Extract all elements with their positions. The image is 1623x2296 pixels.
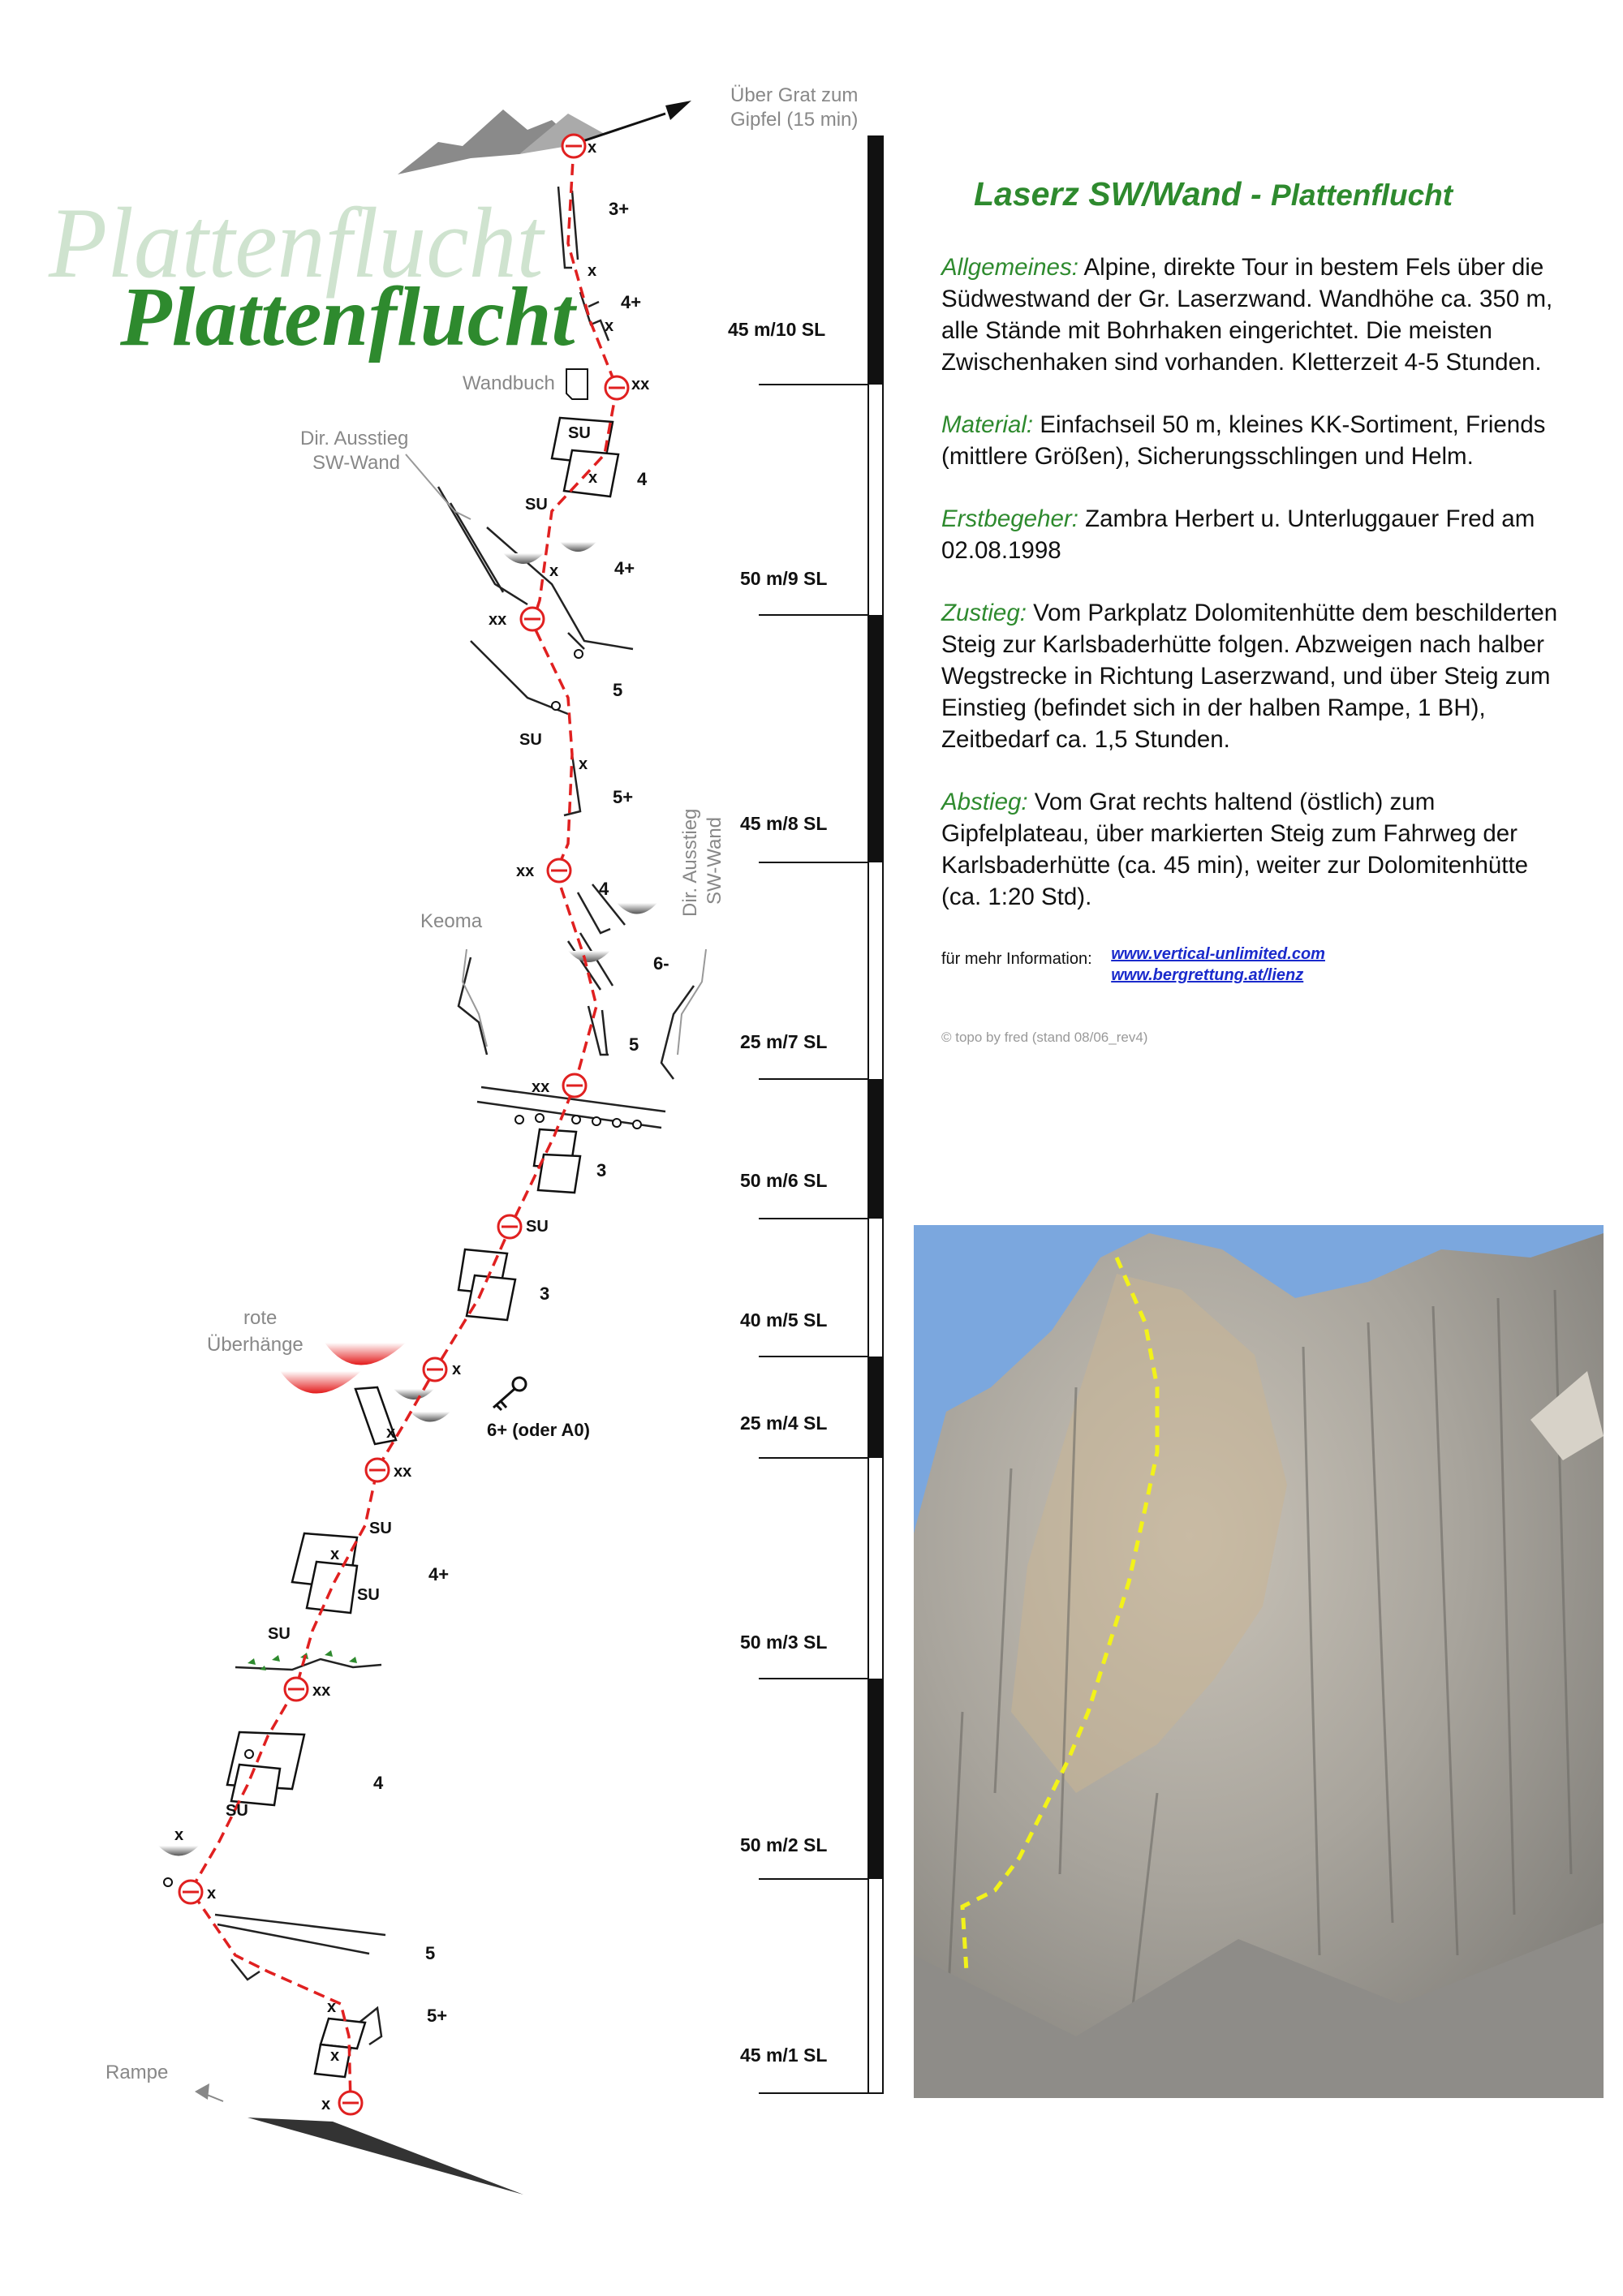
- grade-sl8a: 5: [613, 680, 623, 700]
- mark-11: xx: [516, 862, 535, 880]
- material-text: Einfachseil 50 m, kleines KK-Sortiment, Friends (mittlere Größen), Sicherungsschlingen und Helm.: [941, 411, 1546, 470]
- pitch-block-8: [868, 615, 883, 862]
- pitch-label-1: 45 m/1 SL: [740, 2044, 828, 2066]
- mark-22: SU: [226, 1802, 248, 1820]
- mark-26: x: [330, 2047, 340, 2065]
- info-title-main: Laserz SW/Wand -: [974, 175, 1272, 213]
- mark-15: x: [386, 1424, 396, 1442]
- pitch-label-8: 45 m/8 SL: [740, 813, 828, 834]
- mark-12: xx: [532, 1078, 550, 1096]
- top-note-line2: Gipfel (15 min): [730, 109, 859, 131]
- mark-4: SU: [568, 424, 591, 442]
- mark-21: xx: [312, 1682, 331, 1700]
- pitch-label-5: 40 m/5 SL: [740, 1309, 828, 1331]
- label-keoma: Keoma: [420, 910, 483, 932]
- abstieg-label: Abstieg:: [941, 789, 1028, 815]
- allgemeines-text: Alpine, direkte Tour in bestem Fels über die Südwestwand der Gr. Laserzwand. Wandhöhe ca. 350 m, alle Stände mit Bohrhaken eingerichtet. Die meisten Zwischenhaken sind vorhanden. Kletterzeit 4-5 Stunden.: [941, 254, 1553, 376]
- section-abstieg: [941, 786, 1558, 913]
- overhang-gray: [503, 553, 544, 564]
- erstbegeher-label: Erstbegeher:: [941, 505, 1078, 532]
- wall-photo-drawing: [914, 1225, 1604, 2098]
- pitch-block-6: [868, 1079, 883, 1219]
- grade-sl7a: 4: [599, 879, 609, 899]
- zustieg-text: Vom Parkplatz Dolomitenhütte dem beschilderten Steig zur Karlsbaderhütte folgen. Abzweigen nach halber Wegstrecke in Richtung Laserzwand, und über Steig zum Einstieg (befindet sich in der halben Rampe, 1 BH), Zeitbedarf ca. 1,5 Stunden.: [941, 600, 1558, 753]
- label-rampe: Rampe: [105, 2062, 169, 2083]
- mark-5: x: [588, 469, 598, 487]
- grade-sl1a: 5: [425, 1943, 436, 1963]
- copyright: © topo by fred (stand 08/06_rev4): [941, 1030, 1148, 1045]
- mark-19: SU: [357, 1586, 380, 1604]
- grade-sl3: 4+: [428, 1564, 450, 1584]
- link-bergrettung[interactable]: www.bergrettung.at/lienz: [1111, 966, 1304, 984]
- grade-sl10a: 3+: [609, 199, 630, 219]
- label-wandbuch: Wandbuch: [463, 372, 555, 394]
- mark-7: x: [549, 562, 559, 580]
- red-overhang-1: [325, 1343, 406, 1365]
- link-vertical-unlimited[interactable]: www.vertical-unlimited.com: [1111, 945, 1325, 963]
- route-title-shadow: Plattenflucht: [49, 187, 544, 299]
- section-zustieg: [941, 597, 1558, 755]
- grass-tufts: [248, 1650, 357, 1670]
- abstieg-text: Vom Grat rechts haltend (östlich) zum Gipfelplateau, über markierten Steig zum Fahrweg der Karlsbaderhütte (ca. 45 min), weiter zur Dolomitenhütte (ca. 1:20 Std).: [941, 789, 1529, 910]
- summit-arrow-head: [665, 101, 691, 120]
- section-erstbegeher: [941, 503, 1558, 566]
- grade-sl9a: 4: [637, 469, 648, 489]
- info-title: [974, 175, 1558, 213]
- label-rote-line1: rote: [243, 1307, 278, 1329]
- zustieg-label: Zustieg:: [941, 600, 1027, 626]
- erstbegeher-text: Zambra Herbert u. Unterluggauer Fred am 02.08.1998: [941, 505, 1535, 564]
- pitch-block-10: [868, 136, 883, 385]
- mark-18: x: [330, 1546, 340, 1563]
- pitch-label-10: 45 m/10 SL: [728, 319, 826, 340]
- mark-17: SU: [369, 1520, 392, 1537]
- slab-shapes: [227, 418, 618, 2077]
- top-note-line1: Über Grat zum: [730, 84, 859, 106]
- mark-9: SU: [519, 731, 542, 749]
- section-allgemeines: [941, 252, 1558, 378]
- info-title-sub: Plattenflucht: [1271, 178, 1453, 212]
- mark-0: x: [588, 139, 597, 157]
- mark-23: x: [174, 1826, 184, 1844]
- grade-sl9b: 4+: [614, 558, 635, 578]
- material-label: Material:: [941, 411, 1034, 438]
- mark-1: x: [588, 262, 597, 280]
- label-ausstieg1-line2: SW-Wand: [312, 452, 401, 474]
- label-a0-note: 6+ (oder A0): [487, 1420, 590, 1440]
- more-label: für mehr Information:: [941, 950, 1092, 968]
- grade-sl5: 3: [540, 1283, 550, 1304]
- mark-16: xx: [394, 1463, 412, 1481]
- mark-3: xx: [631, 376, 650, 393]
- mark-27: x: [321, 2096, 331, 2113]
- pitch-block-2: [868, 1679, 883, 1879]
- grade-sl7b: 6-: [653, 953, 669, 974]
- mark-10: x: [579, 755, 588, 773]
- label-ausstieg1-line1: Dir. Ausstieg: [300, 428, 409, 449]
- pitch-label-3: 50 m/3 SL: [740, 1632, 828, 1653]
- wall-photo: [914, 1225, 1604, 2098]
- more-info: [941, 944, 1558, 986]
- mark-14: x: [452, 1361, 462, 1378]
- grade-sl8b: 5+: [613, 787, 634, 807]
- allgemeines-label: Allgemeines:: [941, 254, 1078, 281]
- mark-20: SU: [268, 1625, 291, 1643]
- route-title: Plattenflucht: [120, 270, 575, 363]
- pitch-block-4: [868, 1357, 883, 1458]
- pitch-label-9: 50 m/9 SL: [740, 568, 828, 589]
- mark-25: x: [327, 1998, 337, 2016]
- key-icon: [493, 1378, 526, 1410]
- route-info-panel: [941, 175, 1558, 1053]
- pitch-label-4: 25 m/4 SL: [740, 1412, 828, 1434]
- label-ausstieg2-line2: SW-Wand: [704, 816, 725, 905]
- wandbuch-book-icon: [566, 369, 588, 399]
- pitch-label-7: 25 m/7 SL: [740, 1031, 828, 1052]
- mark-6: SU: [525, 496, 548, 514]
- mark-8: xx: [489, 611, 507, 629]
- grade-sl7c: 5: [629, 1034, 639, 1055]
- grade-sl2: 4: [373, 1773, 384, 1793]
- label-rote-line2: Überhänge: [207, 1334, 304, 1356]
- rampe-slope: [248, 2118, 523, 2195]
- grade-sl6: 3: [596, 1160, 607, 1180]
- section-material: [941, 409, 1558, 472]
- mark-2: x: [605, 317, 614, 335]
- label-ausstieg2-line1: Dir. Ausstieg: [679, 808, 701, 917]
- mark-13: SU: [526, 1218, 549, 1236]
- bolt-rings: [164, 650, 641, 1886]
- grade-sl1b: 5+: [427, 2006, 448, 2026]
- grade-sl10b: 4+: [621, 292, 642, 312]
- pitch-label-6: 50 m/6 SL: [740, 1170, 828, 1191]
- red-overhang-2: [280, 1371, 361, 1394]
- pitch-label-2: 50 m/2 SL: [740, 1834, 828, 1855]
- mark-24: x: [207, 1885, 217, 1903]
